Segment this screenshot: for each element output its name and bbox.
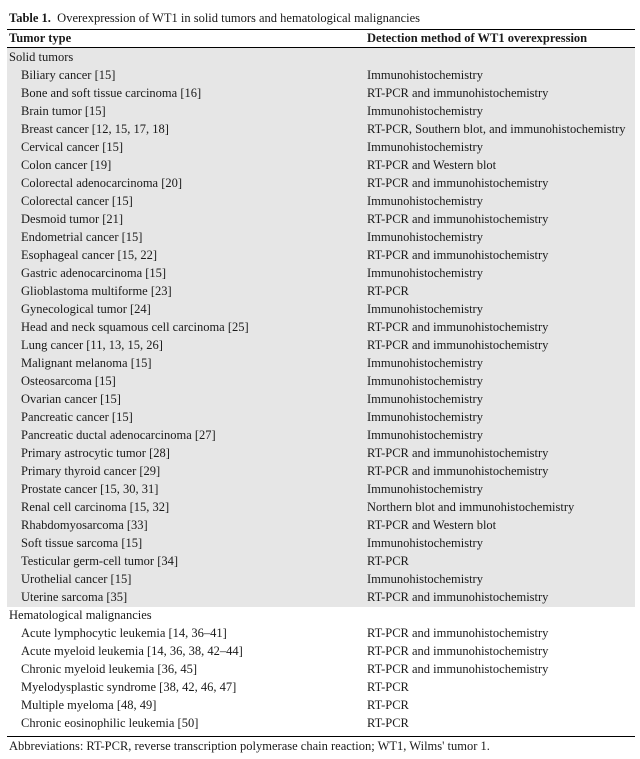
header-tumor-type: Tumor type (9, 31, 72, 45)
tumor-type-cell: Acute myeloid leukemia [14, 36, 38, 42–44] (21, 644, 243, 658)
table-row (0, 660, 640, 678)
detection-method-cell: RT-PCR and Western blot (367, 518, 497, 532)
table-row (0, 354, 640, 372)
tumor-type-cell: Primary thyroid cancer [29] (21, 464, 161, 478)
table-row (0, 192, 640, 210)
detection-method-cell: RT-PCR (367, 554, 409, 568)
detection-method-cell: RT-PCR and immunohistochemistry (367, 662, 549, 676)
tumor-type-cell: Pancreatic ductal adenocarcinoma [27] (21, 428, 216, 442)
tumor-type-cell: Renal cell carcinoma [15, 32] (21, 500, 170, 514)
tumor-type-cell: Biliary cancer [15] (21, 68, 116, 82)
tumor-type-cell: Brain tumor [15] (21, 104, 106, 118)
tumor-type-cell: Myelodysplastic syndrome [38, 42, 46, 47] (21, 680, 237, 694)
tumor-type-cell: Osteosarcoma [15] (21, 374, 116, 388)
detection-method-cell: Immunohistochemistry (367, 374, 483, 388)
table-row (0, 444, 640, 462)
detection-method-cell: RT-PCR (367, 716, 409, 730)
detection-method-cell: Immunohistochemistry (367, 536, 483, 550)
tumor-type-cell: Gastric adenocarcinoma [15] (21, 266, 167, 280)
table-row (0, 300, 640, 318)
detection-method-cell: RT-PCR and immunohistochemistry (367, 86, 549, 100)
tumor-type-cell: Bone and soft tissue carcinoma [16] (21, 86, 202, 100)
bottom-rule (7, 736, 635, 737)
detection-method-cell: Immunohistochemistry (367, 230, 483, 244)
table-row (0, 318, 640, 336)
table-row (0, 462, 640, 480)
table-row (0, 588, 640, 606)
table-row (0, 264, 640, 282)
table-caption (9, 11, 420, 26)
detection-method-cell: Immunohistochemistry (367, 410, 483, 424)
tumor-type-cell: Acute lymphocytic leukemia [14, 36–41] (21, 626, 227, 640)
tumor-type-cell: Gynecological tumor [24] (21, 302, 151, 316)
table-row (0, 210, 640, 228)
detection-method-cell: Immunohistochemistry (367, 428, 483, 442)
table-row (0, 516, 640, 534)
table-label: Table 1. (9, 11, 51, 25)
detection-method-cell: Immunohistochemistry (367, 68, 483, 82)
table-row (0, 696, 640, 714)
tumor-type-cell: Chronic myeloid leukemia [36, 45] (21, 662, 198, 676)
detection-method-cell: RT-PCR and immunohistochemistry (367, 464, 549, 478)
tumor-type-cell: Chronic eosinophilic leukemia [50] (21, 716, 199, 730)
detection-method-cell: Immunohistochemistry (367, 482, 483, 496)
table-row (0, 714, 640, 732)
detection-method-cell: RT-PCR, Southern blot, and immunohistochemistry (367, 122, 626, 136)
detection-method-cell: RT-PCR and immunohistochemistry (367, 248, 549, 262)
tumor-type-cell: Desmoid tumor [21] (21, 212, 124, 226)
table-row (0, 138, 640, 156)
table-row (0, 390, 640, 408)
detection-method-cell: RT-PCR (367, 284, 409, 298)
tumor-type-cell: Testicular germ-cell tumor [34] (21, 554, 179, 568)
table-row (0, 624, 640, 642)
detection-method-cell: Immunohistochemistry (367, 194, 483, 208)
detection-method-cell: Immunohistochemistry (367, 104, 483, 118)
detection-method-cell: RT-PCR and immunohistochemistry (367, 212, 549, 226)
table-row (0, 570, 640, 588)
table-body (0, 48, 640, 732)
table-row (0, 480, 640, 498)
table-row (0, 678, 640, 696)
detection-method-cell: RT-PCR and immunohistochemistry (367, 644, 549, 658)
tumor-type-cell: Ovarian cancer [15] (21, 392, 121, 406)
tumor-type-cell: Breast cancer [12, 15, 17, 18] (21, 122, 169, 136)
tumor-type-cell: Head and neck squamous cell carcinoma [25] (21, 320, 249, 334)
tumor-type-cell: Pancreatic cancer [15] (21, 410, 133, 424)
tumor-type-cell: Urothelial cancer [15] (21, 572, 132, 586)
table-title: Overexpression of WT1 in solid tumors and hematological malignancies (57, 11, 421, 25)
table-row (0, 66, 640, 84)
detection-method-cell: RT-PCR and immunohistochemistry (367, 176, 549, 190)
table-row (0, 498, 640, 516)
header-detection-method: Detection method of WT1 overexpression (367, 31, 588, 45)
detection-method-cell: Immunohistochemistry (367, 302, 483, 316)
tumor-type-cell: Esophageal cancer [15, 22] (21, 248, 158, 262)
tumor-type-cell: Cervical cancer [15] (21, 140, 124, 154)
tumor-type-cell: Multiple myeloma [48, 49] (21, 698, 157, 712)
detection-method-cell: RT-PCR and immunohistochemistry (367, 446, 549, 460)
tumor-type-cell: Prostate cancer [15, 30, 31] (21, 482, 159, 496)
tumor-type-cell: Colorectal adenocarcinoma [20] (21, 176, 183, 190)
table-row (0, 552, 640, 570)
tumor-type-cell: Colorectal cancer [15] (21, 194, 133, 208)
detection-method-cell: RT-PCR and immunohistochemistry (367, 338, 549, 352)
detection-method-cell: RT-PCR and Western blot (367, 158, 497, 172)
table-row (0, 174, 640, 192)
tumor-type-cell: Lung cancer [11, 13, 15, 26] (21, 338, 163, 352)
tumor-type-cell: Glioblastoma multiforme [23] (21, 284, 172, 298)
detection-method-cell: Immunohistochemistry (367, 356, 483, 370)
tumor-type-cell: Soft tissue sarcoma [15] (21, 536, 143, 550)
detection-method-cell: RT-PCR and immunohistochemistry (367, 320, 549, 334)
table-row (0, 642, 640, 660)
table-row (0, 102, 640, 120)
tumor-type-cell: Colon cancer [19] (21, 158, 112, 172)
detection-method-cell: RT-PCR and immunohistochemistry (367, 590, 549, 604)
detection-method-cell: RT-PCR (367, 680, 409, 694)
detection-method-cell: RT-PCR and immunohistochemistry (367, 626, 549, 640)
table-row (0, 84, 640, 102)
table-row (0, 408, 640, 426)
detection-method-cell: Immunohistochemistry (367, 140, 483, 154)
table-row (0, 426, 640, 444)
detection-method-cell: RT-PCR (367, 698, 409, 712)
table-row (0, 534, 640, 552)
table-row (0, 156, 640, 174)
table-row (0, 120, 640, 138)
tumor-type-cell: Uterine sarcoma [35] (21, 590, 128, 604)
detection-method-cell: Northern blot and immunohistochemistry (367, 500, 575, 514)
detection-method-cell: Immunohistochemistry (367, 392, 483, 406)
tumor-type-cell: Primary astrocytic tumor [28] (21, 446, 170, 460)
table-row (0, 336, 640, 354)
table-row (0, 282, 640, 300)
detection-method-cell: Immunohistochemistry (367, 266, 483, 280)
tumor-type-cell: Rhabdomyosarcoma [33] (21, 518, 148, 532)
group-heading: Solid tumors (9, 50, 74, 64)
table-row (0, 246, 640, 264)
table-row (0, 372, 640, 390)
group-heading: Hematological malignancies (9, 608, 152, 622)
footnote: Abbreviations: RT-PCR, reverse transcription polymerase chain reaction; WT1, Wilms' tumor 1. (9, 739, 490, 753)
tumor-type-cell: Endometrial cancer [15] (21, 230, 143, 244)
detection-method-cell: Immunohistochemistry (367, 572, 483, 586)
tumor-type-cell: Malignant melanoma [15] (21, 356, 152, 370)
table-row (0, 228, 640, 246)
